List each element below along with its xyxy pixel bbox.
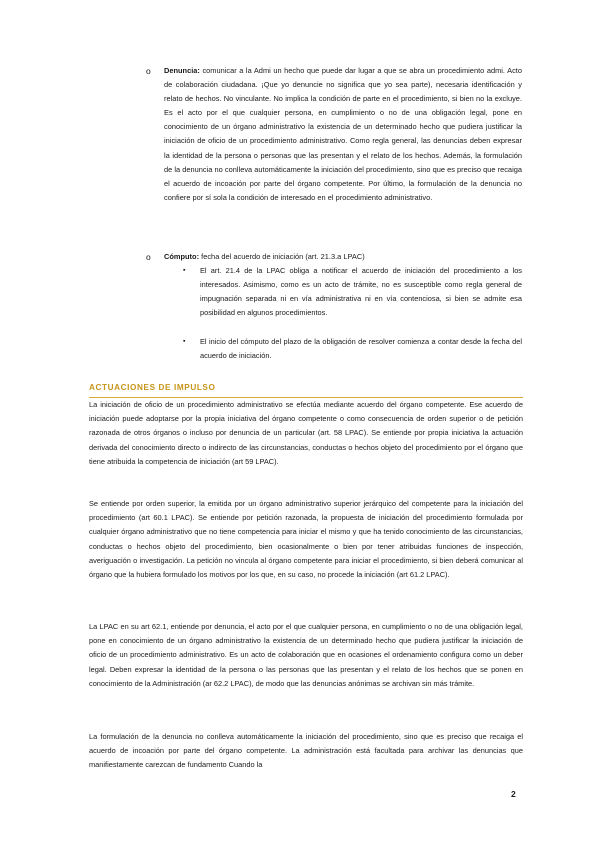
page-number: 2 xyxy=(511,789,516,799)
computo-label: Cómputo: xyxy=(164,252,200,261)
computo-text xyxy=(164,250,522,264)
square-bullet-icon: ▪ xyxy=(183,338,186,345)
computo-body: fecha del acuerdo de iniciación (art. 21.3.a LPAC) xyxy=(201,252,365,261)
paragraph: La formulación de la denuncia no conlleva automáticamente la iniciación del procedimiento, sino que es preciso que recaiga el acuerdo de incoación por parte del órgano competente. La administración está facultada para archivar las denuncias que manifiestamente carezcan de fundamento Cuando la xyxy=(89,732,523,770)
bullet-o: o xyxy=(146,252,151,262)
bullet-o: o xyxy=(146,66,151,76)
denuncia-body: comunicar a la Admi un hecho que puede dar lugar a que se abra un procedimiento admi. Acto de colaboración ciudadana. ¡Que yo denuncie no significa que yo sea parte), necesaria identificación y relato de hechos. No vinculante. No implica la condición de parte en el procedimiento, si bien no la excluye. Es el acto por el que cualquier persona, en cumplimiento o no de una obligación legal, pone en conocimiento de un órgano administrativo la existencia de un determinado hecho que pudiera justificar la iniciación de oficio de un procedimiento administrativo. Como regla general, las denuncias deben expresar la identidad de la persona o personas que las presentan y el relato de los hechos. Además, la formulación de la denuncia no conlleva automáticamente la iniciación del procedimiento, sino que es preciso que recaiga el acuerdo de incoación por parte del órgano competente. Por último, la formulación de la denuncia no confiere por sí sola la condición de interesado en el procedimiento administrativo. xyxy=(164,66,522,202)
paragraph: La LPAC en su art 62.1, entiende por denuncia, el acto por el que cualquier persona, en cumplimiento o no de una obligación legal, pone en conocimiento de un órgano administrativo la existencia de un determinado hecho que pudiera justificar la iniciación de oficio de un procedimiento administrativo. Es un acto de colaboración que en ocasiones el ordenamiento configura como un deber legal. Deben expresar la identidad de la persona o las personas que las presentan y el relato de los hechos que se ponen en conocimiento de la Administración (ar 62.2 LPAC), de modo que las denuncias anónimas se archivan sin más trámite. xyxy=(89,622,523,688)
section-heading: ACTUACIONES DE IMPULSO xyxy=(89,382,523,398)
denuncia-label: Denuncia: xyxy=(164,66,200,75)
denuncia-text xyxy=(164,64,522,205)
sub-item-text: El inicio del cómputo del plazo de la obligación de resolver comienza a contar desde la fecha del acuerdo de iniciación. xyxy=(200,337,522,361)
square-bullet-icon: ▪ xyxy=(183,267,186,274)
paragraph: Se entiende por orden superior, la emitida por un órgano administrativo superior jerárquico del competente para la iniciación del procedimiento (art 60.1 LPAC). Se entiende por petición razonada, la propuesta de iniciación del procedimiento formulada por cualquier órgano administrativo que no tiene competencia para iniciar el mismo y que ha tenido conocimiento de las circunstancias, conductas o hechos objeto del procedimiento, bien ocasionalmente o bien por tener atribuidas funciones de inspección, averiguación o investigación. La petición no vincula al órgano competente para iniciar el procedimiento, si bien deberá comunicar al órgano que la hubiera formulado los motivos por los que, en su caso, no procede la iniciación (art 61.2 LPAC). xyxy=(89,499,523,580)
paragraph: La iniciación de oficio de un procedimiento administrativo se efectúa mediante acuerdo del órgano competente. Ese acuerdo de iniciación puede adoptarse por la propia iniciativa del órgano competente o como consecuencia de orden superior o de petición razonada de otros órganos o incluso por denuncia de un particular (art. 58 LPAC). Se entiende por propia iniciativa la actuación derivada del conocimiento directo o indirecto de las circunstancias, conductas o hechos objeto del procedimiento por el órgano que tiene atribuida la competencia de iniciación (art 59 LPAC). xyxy=(89,400,523,466)
sub-item-text: El art. 21.4 de la LPAC obliga a notificar el acuerdo de iniciación del procedimiento a los interesados. Asimismo, como es un acto de trámite, no es susceptible como regla general de impugnación separada ni en vía administrativa ni en vía contenciosa, si bien se admite esa posibilidad en algunos procedimientos. xyxy=(200,266,522,318)
